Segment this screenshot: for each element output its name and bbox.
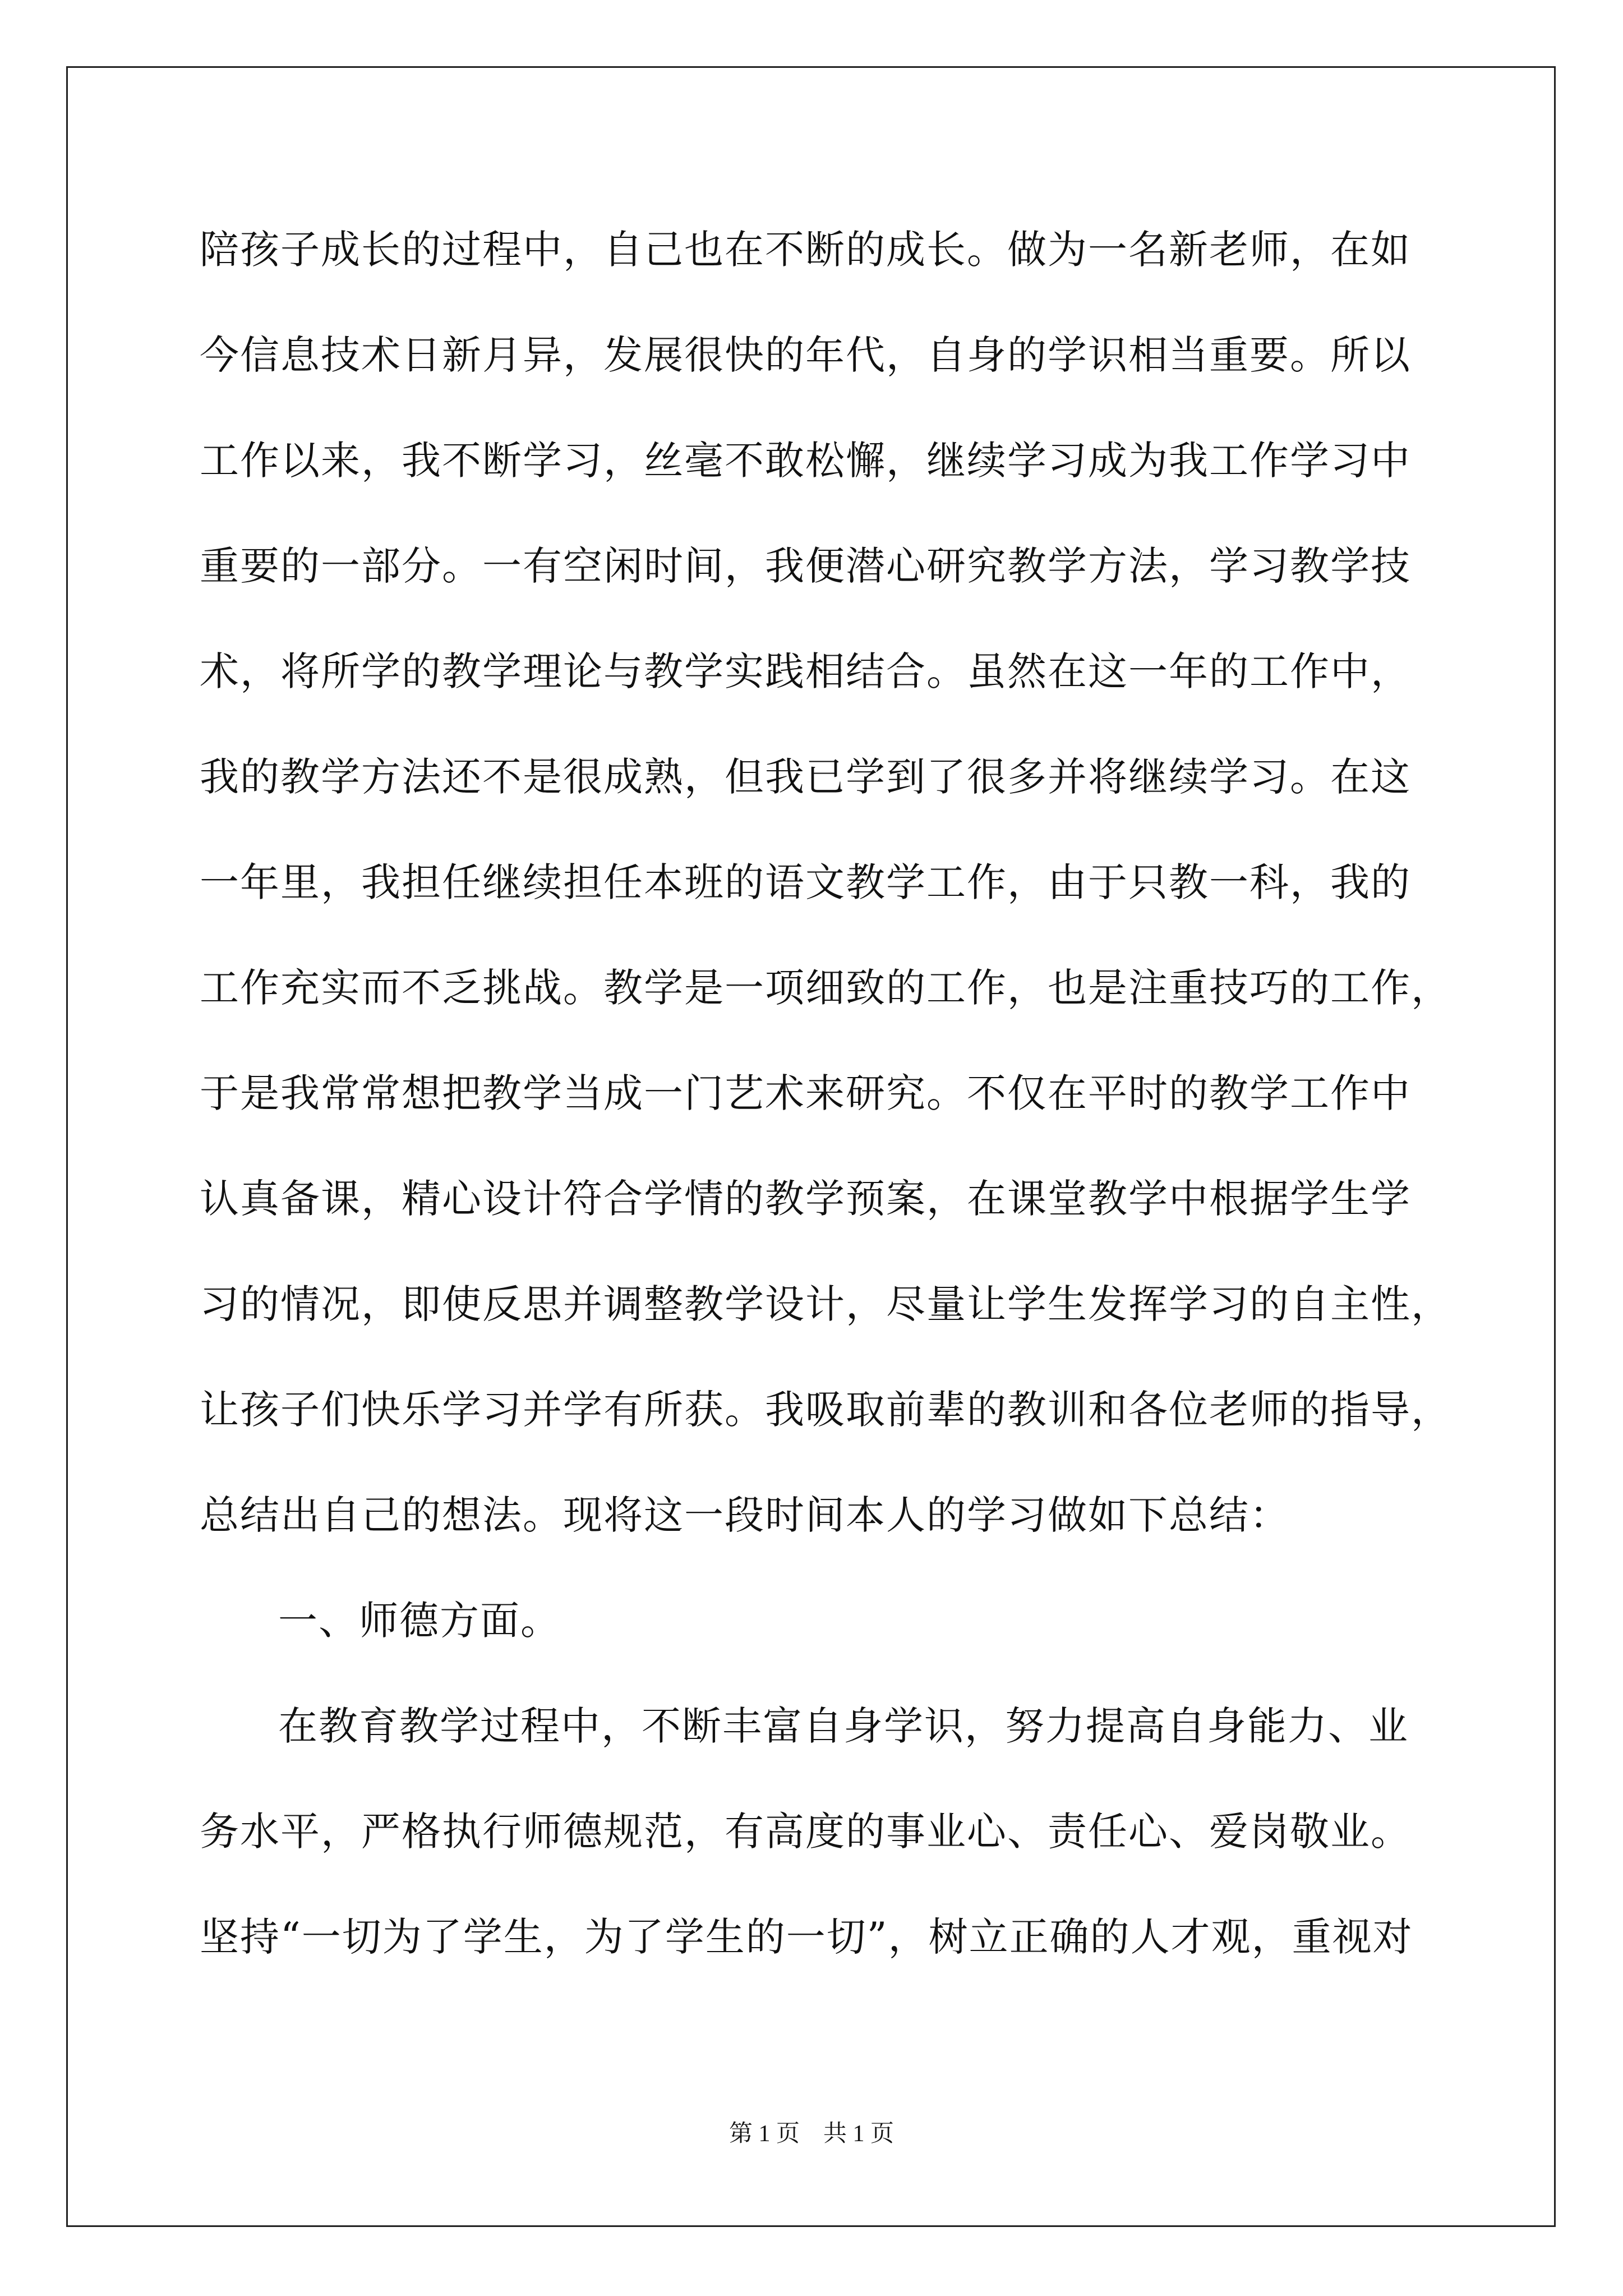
paragraph-line: 重要的一部分。一有空闲时间，我便潜心研究教学方法，学习教学技 (200, 543, 1411, 589)
paragraph-line: 术，将所学的教学理论与教学实践相结合。虽然在这一年的工作中， (200, 648, 1411, 694)
section-heading: 一、师德方面。 (278, 1598, 561, 1644)
paragraph-line: 坚持“一切为了学生，为了学生的一切”，树立正确的人才观，重视对 (200, 1914, 1413, 1960)
paragraph-line: 今信息技术日新月异，发展很快的年代，自身的学识相当重要。所以 (200, 332, 1411, 378)
paragraph-line: 让孩子们快乐学习并学有所获。我吸取前辈的教训和各位老师的指导， (200, 1387, 1451, 1433)
paragraph-line: 工作以来，我不断学习，丝毫不敢松懈，继续学习成为我工作学习中 (200, 438, 1411, 484)
paragraph-line: 在教育教学过程中，不断丰富自身学识，努力提高自身能力、业 (278, 1703, 1409, 1749)
paragraph-line: 我的教学方法还不是很成熟，但我已学到了很多并将继续学习。在这 (200, 754, 1411, 800)
paragraph-line: 于是我常常想把教学当成一门艺术来研究。不仅在平时的教学工作中 (200, 1070, 1411, 1116)
page-number-footer: 第 1 页 共 1 页 (728, 2121, 894, 2147)
paragraph-line: 一年里，我担任继续担任本班的语文教学工作，由于只教一科，我的 (200, 859, 1411, 905)
paragraph-line: 认真备课，精心设计符合学情的教学预案，在课堂教学中根据学生学 (200, 1176, 1411, 1222)
paragraph-line: 务水平，严格执行师德规范，有高度的事业心、责任心、爱岗敬业。 (200, 1809, 1411, 1855)
paragraph-line: 工作充实而不乏挑战。教学是一项细致的工作，也是注重技巧的工作， (200, 965, 1451, 1011)
paragraph-line: 习的情况，即使反思并调整教学设计，尽量让学生发挥学习的自主性， (200, 1281, 1451, 1327)
paragraph-line: 总结出自己的想法。现将这一段时间本人的学习做如下总结： (200, 1492, 1290, 1538)
paragraph-line: 陪孩子成长的过程中，自己也在不断的成长。做为一名新老师，在如 (200, 227, 1411, 273)
